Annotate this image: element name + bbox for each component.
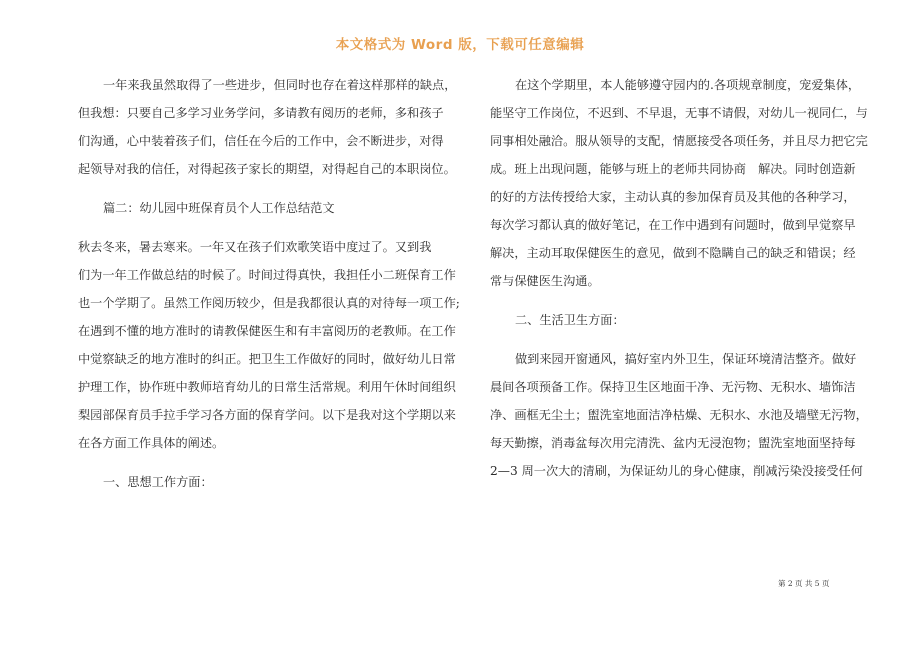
text-line: 晨间各项预备工作。保持卫生区地面干净、无污物、无积水、墙饰洁 <box>490 380 856 394</box>
section-heading: 二、生活卫生方面： <box>515 313 625 327</box>
text-line: 同事相处融洽。服从领导的支配，情愿接受各项任务，并且尽力把它完 <box>490 134 868 148</box>
text-line: 们为一年工作做总结的时候了。时间过得真快，我担任小二班保育工作 <box>78 268 456 282</box>
text-line: 常与保健医生沟通。 <box>490 274 600 288</box>
text-line: 的好的方法传授给大家，主动认真的参加保育员及其他的各种学习， <box>490 190 856 204</box>
format-banner: 本文格式为 Word 版，下载可任意编辑 <box>335 37 585 53</box>
text-line: 每天勤擦，消毒盆每次用完清洗、盆内无浸泡物；盥洗室地面坚持每 <box>490 436 856 450</box>
text-line: 成。班上出现问题，能够与班上的老师共同协商 解决。同时创造新 <box>490 162 856 176</box>
text-line: 一年来我虽然取得了一些进步，但同时也存在着这样那样的缺点， <box>103 78 457 92</box>
text-line: 护理工作，协作班中教师培育幼儿的日常生活常规。利用午休时间组织 <box>78 380 456 394</box>
page-indicator: 第 2 页 共 5 页 <box>778 579 830 588</box>
text-line: 们沟通，心中装着孩子们，信任在今后的工作中，会不断进步，对得 <box>78 134 444 148</box>
left-text-column <box>78 71 468 496</box>
right-text-column <box>490 71 870 485</box>
text-line: 每次学习都认真的做好笔记，在工作中遇到有问题时，做到早觉察早 <box>490 218 856 232</box>
text-line: 能坚守工作岗位，不迟到、不早退，无事不请假，对幼儿一视同仁，与 <box>490 106 868 120</box>
text-line: 在这个学期里，本人能够遵守园内的.各项规章制度，宠爱集体， <box>515 78 861 92</box>
text-line: 在遇到不懂的地方准时的请教保健医生和有丰富阅历的老教师。在工作 <box>78 324 456 338</box>
text-line: 秋去冬来，暑去寒来。一年又在孩子们欢歌笑语中度过了。又到我 <box>78 240 432 254</box>
text-line: 解决，主动耳取保健医生的意见，做到不隐瞒自己的缺乏和错误；经 <box>490 246 856 260</box>
section-heading: 篇二：幼儿园中班保育员个人工作总结范文 <box>103 201 335 215</box>
text-line: 起领导对我的信任，对得起孩子家长的期望，对得起自己的本职岗位。 <box>78 162 456 176</box>
section-heading: 一、思想工作方面： <box>103 475 213 489</box>
text-line: 2—3 周一次大的清刷，为保证幼儿的身心健康，削减污染没接受任何 <box>490 464 863 478</box>
text-line: 在各方面工作具体的阐述。 <box>78 436 225 450</box>
text-line: 净、画框无尘土；盥洗室地面洁净枯燥、无积水、水池及墙壁无污物， <box>490 408 868 422</box>
text-line: 梨园部保育员手拉手学习各方面的保育学问。以下是我对这个学期以来 <box>78 408 456 422</box>
text-line: 做到来园开窗通风，搞好室内外卫生，保证环境清洁整齐。做好 <box>515 352 857 366</box>
text-line: 但我想：只要自己多学习业务学问，多请教有阅历的老师，多和孩子 <box>78 106 444 120</box>
text-line: 也一个学期了。虽然工作阅历较少，但是我都很认真的对待每一项工作; <box>78 296 460 310</box>
text-line: 中觉察缺乏的地方准时的纠正。把卫生工作做好的同时，做好幼儿日常 <box>78 352 456 366</box>
